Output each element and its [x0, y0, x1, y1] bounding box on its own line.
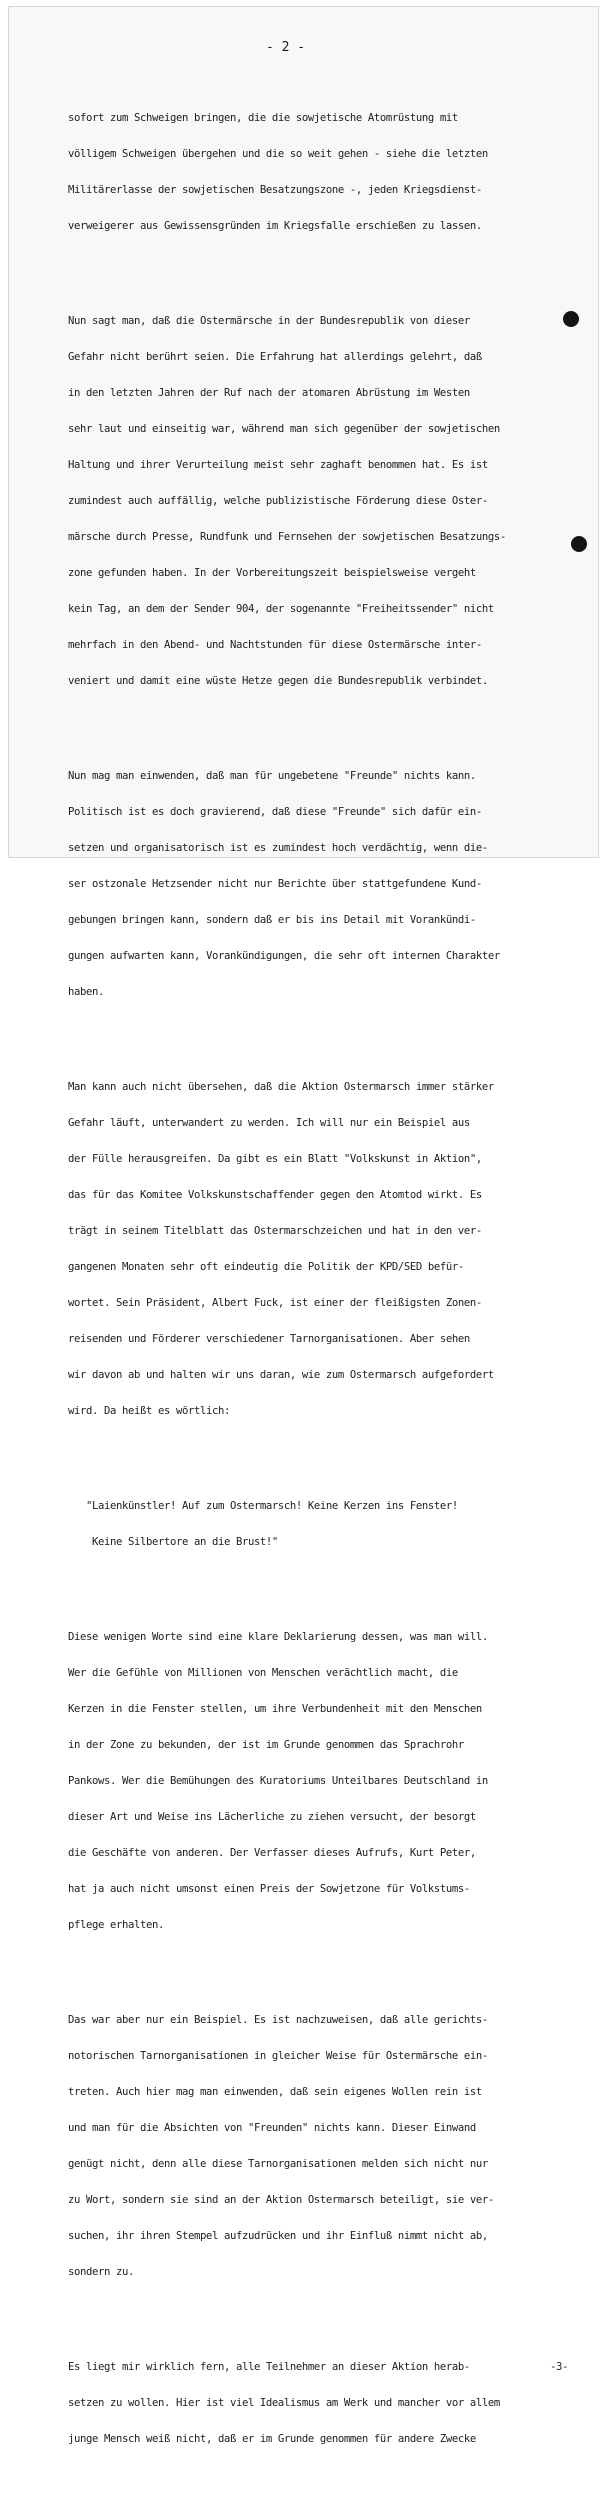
text-line: in der Zone zu bekunden, der ist im Grunde genommen das Sprachrohr: [68, 1739, 464, 1751]
text-line: ser ostzonale Hetzsender nicht nur Berichte über stattgefundene Kund-: [68, 878, 482, 890]
text-line: notorischen Tarnorganisationen in gleicher Weise für Ostermärsche ein-: [68, 2050, 488, 2062]
text-line: Kerzen in die Fenster stellen, um ihre Verbundenheit mit den Menschen: [68, 1703, 482, 1715]
text-line: "Laienkünstler! Auf zum Ostermarsch! Keine Kerzen ins Fenster!: [68, 1500, 458, 1512]
text-line: sondern zu.: [68, 2266, 134, 2278]
text-line: veniert und damit eine wüste Hetze gegen die Bundesrepublik verbindet.: [68, 675, 488, 687]
document-body: [68, 64, 588, 2504]
text-line: Das war aber nur ein Beispiel. Es ist nachzuweisen, daß alle gerichts-: [68, 2014, 488, 2026]
text-line: junge Mensch weiß nicht, daß er im Grunde genommen für andere Zwecke: [68, 2433, 476, 2445]
text-line: völligem Schweigen übergehen und die so weit gehen - siehe die letzten: [68, 148, 488, 160]
text-line: Man kann auch nicht übersehen, daß die Aktion Ostermarsch immer stärker: [68, 1081, 494, 1093]
paragraph: [68, 88, 588, 256]
next-page-marker: -3-: [550, 2361, 568, 2373]
text-line: mehrfach in den Abend- und Nachtstunden für diese Ostermärsche inter-: [68, 639, 482, 651]
text-line: gungen aufwarten kann, Vorankündigungen, die sehr oft internen Charakter: [68, 950, 500, 962]
text-line: reisenden und Förderer verschiedener Tarnorganisationen. Aber sehen: [68, 1333, 470, 1345]
text-line: Diese wenigen Worte sind eine klare Deklarierung dessen, was man will.: [68, 1631, 488, 1643]
text-line: die Geschäfte von anderen. Der Verfasser dieses Aufrufs, Kurt Peter,: [68, 1847, 476, 1859]
text-line: gangenen Monaten sehr oft eindeutig die Politik der KPD/SED befür-: [68, 1261, 464, 1273]
text-line: Gefahr nicht berührt seien. Die Erfahrung hat allerdings gelehrt, daß: [68, 351, 482, 363]
text-line: der Fülle herausgreifen. Da gibt es ein Blatt "Volkskunst in Aktion",: [68, 1153, 482, 1165]
text-line: sehr laut und einseitig war, während man sich gegenüber der sowjetischen: [68, 423, 500, 435]
paragraph: [68, 746, 588, 1022]
paragraph: [68, 291, 588, 711]
text-line: zumindest auch auffällig, welche publizistische Förderung diese Oster-: [68, 495, 488, 507]
text-line: sofort zum Schweigen bringen, die die sowjetische Atomrüstung mit: [68, 112, 458, 124]
text-line: das für das Komitee Volkskunstschaffender gegen den Atomtod wirkt. Es: [68, 1189, 482, 1201]
paragraph: [68, 1990, 588, 2302]
text-line: trägt in seinem Titelblatt das Ostermarschzeichen und hat in den ver-: [68, 1225, 482, 1237]
text-line: Es liegt mir wirklich fern, alle Teilnehmer an dieser Aktion herab-: [68, 2361, 470, 2373]
text-line: zu Wort, sondern sie sind an der Aktion Ostermarsch beteiligt, sie ver-: [68, 2194, 494, 2206]
text-line: zone gefunden haben. In der Vorbereitungszeit beispielsweise vergeht: [68, 567, 476, 579]
text-line: Nun mag man einwenden, daß man für ungebetene "Freunde" nichts kann.: [68, 770, 476, 782]
paragraph: [68, 2337, 588, 2481]
text-line: wortet. Sein Präsident, Albert Fuck, ist einer der fleißigsten Zonen-: [68, 1297, 482, 1309]
text-line: Haltung und ihrer Verurteilung meist sehr zaghaft benommen hat. Es ist: [68, 459, 488, 471]
text-line: pflege erhalten.: [68, 1919, 164, 1931]
text-line: Politisch ist es doch gravierend, daß diese "Freunde" sich dafür ein-: [68, 806, 482, 818]
text-line: treten. Auch hier mag man einwenden, daß sein eigenes Wollen rein ist: [68, 2086, 482, 2098]
text-line: wird. Da heißt es wörtlich:: [68, 1405, 230, 1417]
text-line: wir davon ab und halten wir uns daran, wie zum Ostermarsch aufgefordert: [68, 1369, 494, 1381]
text-line: dieser Art und Weise ins Lächerliche zu ziehen versucht, der besorgt: [68, 1811, 476, 1823]
text-line: verweigerer aus Gewissensgründen im Kriegsfalle erschießen zu lassen.: [68, 220, 482, 232]
page-number: - 2 -: [266, 40, 306, 55]
paragraph: [68, 1607, 588, 1955]
text-line: suchen, ihr ihren Stempel aufzudrücken und ihr Einfluß nimmt nicht ab,: [68, 2230, 488, 2242]
text-line: Wer die Gefühle von Millionen von Menschen verächtlich macht, die: [68, 1667, 458, 1679]
text-line: setzen und organisatorisch ist es zumindest hoch verdächtig, wenn die-: [68, 842, 488, 854]
text-line: Pankows. Wer die Bemühungen des Kuratoriums Unteilbares Deutschland in: [68, 1775, 488, 1787]
text-line: kein Tag, an dem der Sender 904, der sogenannte "Freiheitssender" nicht: [68, 603, 494, 615]
paragraph: [68, 1057, 588, 1441]
text-line: Gefahr läuft, unterwandert zu werden. Ich will nur ein Beispiel aus: [68, 1117, 470, 1129]
text-line: haben.: [68, 986, 104, 998]
text-line: märsche durch Presse, Rundfunk und Fernsehen der sowjetischen Besatzungs-: [68, 531, 506, 543]
text-line: und man für die Absichten von "Freunden" nichts kann. Dieser Einwand: [68, 2122, 476, 2134]
block-quote: [68, 1476, 588, 1572]
text-line: gebungen bringen kann, sondern daß er bis ins Detail mit Vorankündi-: [68, 914, 476, 926]
text-line: Keine Silbertore an die Brust!": [68, 1536, 278, 1548]
text-line: in den letzten Jahren der Ruf nach der atomaren Abrüstung im Westen: [68, 387, 470, 399]
text-line: hat ja auch nicht umsonst einen Preis der Sowjetzone für Volkstums-: [68, 1883, 470, 1895]
text-line: Nun sagt man, daß die Ostermärsche in der Bundesrepublik von dieser: [68, 315, 470, 327]
text-line: genügt nicht, denn alle diese Tarnorganisationen melden sich nicht nur: [68, 2158, 488, 2170]
text-line: Militärerlasse der sowjetischen Besatzungszone -, jeden Kriegsdienst-: [68, 184, 482, 196]
text-line: setzen zu wollen. Hier ist viel Idealismus am Werk und mancher vor allem: [68, 2397, 500, 2409]
